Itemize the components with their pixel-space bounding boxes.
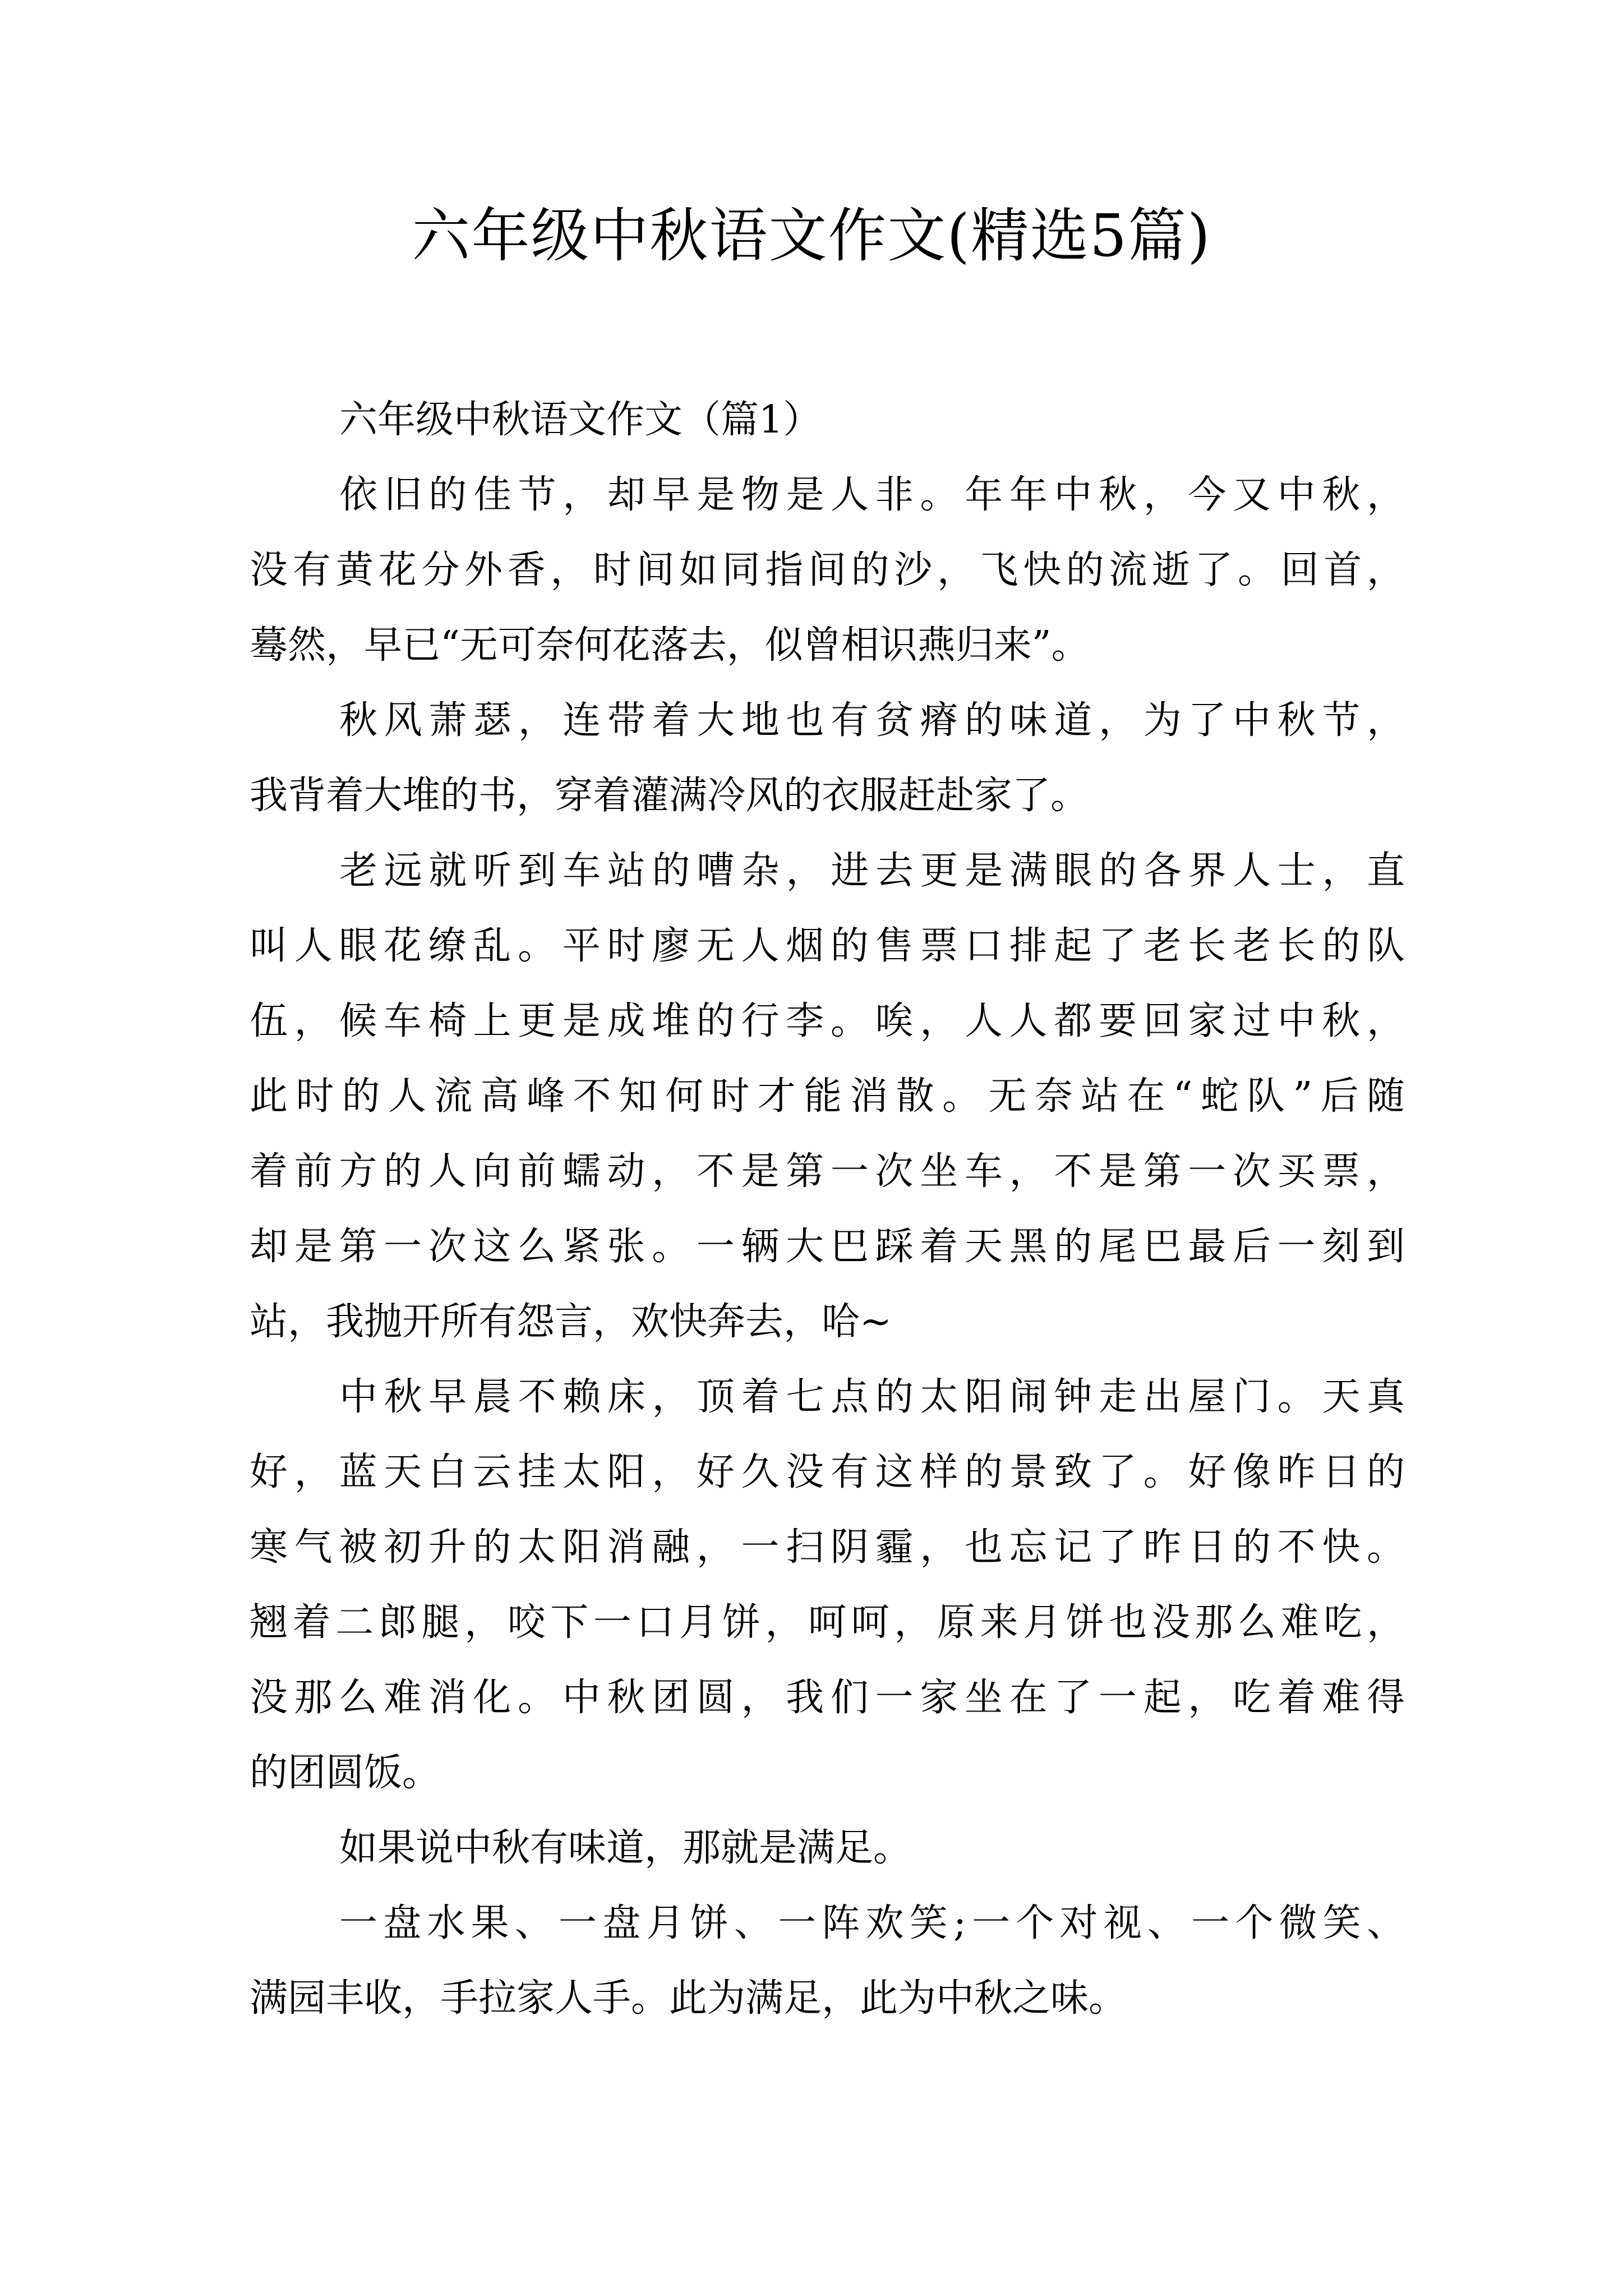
paragraph-line: 如果说中秋有味道，那就是满足。 (339, 1826, 912, 1870)
paragraph-line: 秋风萧瑟，连带着大地也有贫瘠的味道，为了中秋节， (339, 698, 1405, 743)
paragraph-2 (250, 683, 1405, 834)
paragraph-line: 叫人眼花缭乱。平时廖无人烟的售票口排起了老长老长的队 (250, 924, 1405, 968)
paragraph-line: 中秋早晨不赖床，顶着七点的太阳闹钟走出屋门。天真 (339, 1375, 1405, 1419)
paragraph-line: 没那么难消化。中秋团圆，我们一家坐在了一起，吃着难得 (250, 1676, 1405, 1720)
paragraph-line: 满园丰收，手拉家人手。此为满足，此为中秋之味。 (250, 1976, 1127, 2021)
paragraph-line: 没有黄花分外香，时间如同指间的沙，飞快的流逝了。回首， (250, 548, 1405, 592)
paragraph-3 (250, 834, 1405, 1360)
paragraph-line: 的团圆饭。 (250, 1751, 441, 1795)
document-body (250, 383, 1405, 2036)
paragraph-5 (250, 1811, 1405, 1886)
paragraph-line: 伍，候车椅上更是成堆的行李。唉，人人都要回家过中秋， (250, 999, 1405, 1043)
document-title: 六年级中秋语文作文(精选5篇) (412, 201, 1211, 270)
paragraph-line: 老远就听到车站的嘈杂，进去更是满眼的各界人士，直 (339, 849, 1405, 893)
paragraph-line: 我背着大堆的书，穿着灌满冷风的衣服赶赴家了。 (250, 774, 1089, 818)
section-heading: 六年级中秋语文作文（篇1） (339, 398, 822, 442)
paragraph-line: 好，蓝天白云挂太阳，好久没有这样的景致了。好像昨日的 (250, 1450, 1405, 1494)
paragraph-line: 翘着二郎腿，咬下一口月饼，呵呵，原来月饼也没那么难吃， (250, 1600, 1405, 1645)
paragraph-line: 却是第一次这么紧张。一辆大巴踩着天黑的尾巴最后一刻到 (250, 1225, 1405, 1269)
paragraph-line: 站，我抛开所有怨言，欢快奔去，哈~ (250, 1300, 892, 1344)
paragraph-line: 蓦然，早已“无可奈何花落去，似曾相识燕归来”。 (250, 623, 1090, 668)
paragraph-line: 此时的人流高峰不知何时才能消散。无奈站在“蛇队”后随 (250, 1074, 1405, 1119)
paragraph-line: 一盘水果、一盘月饼、一阵欢笑;一个对视、一个微笑、 (339, 1901, 1405, 1945)
paragraph-4 (250, 1360, 1405, 1811)
paragraph-1 (250, 458, 1405, 683)
paragraph-6 (250, 1886, 1405, 2036)
paragraph-line: 着前方的人向前蠕动，不是第一次坐车，不是第一次买票， (250, 1149, 1405, 1194)
paragraph-line: 寒气被初升的太阳消融，一扫阴霾，也忘记了昨日的不快。 (250, 1525, 1405, 1570)
paragraph-line: 依旧的佳节，却早是物是人非。年年中秋，今又中秋， (339, 473, 1405, 517)
